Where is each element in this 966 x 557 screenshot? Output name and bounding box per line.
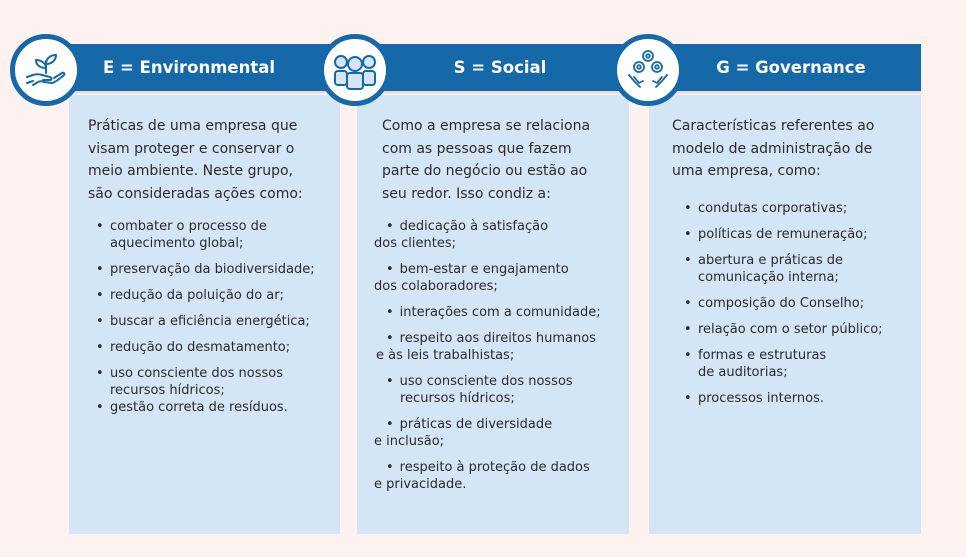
intro-line: seu redor. Isso condiz a: [382,185,551,202]
list-item: • respeito aos direitos humanos e às leis trabalhistas; [376,331,596,363]
environmental-title: E = Environmental [102,58,276,77]
governance-title: G = Governance [716,58,866,77]
governance-intro [672,115,874,183]
list-item: • políticas de remuneração; [684,227,868,242]
intro-line: modelo de administração de [672,140,873,157]
intro-line: meio ambiente. Neste grupo, [88,163,293,179]
social-title: S = Social [453,58,547,77]
list-item: • uso consciente dos nossos recursos hídricos; [386,374,573,406]
intro-line: parte do negócio ou estão ao [382,163,588,179]
intro-line: Práticas de uma empresa que [88,118,298,134]
list-item: • formas e estruturas de auditorias; [684,348,827,380]
list-item: • uso consciente dos nossos recursos hídricos; [96,366,284,398]
list-item: • abertura e práticas de comunicação interna; [684,253,844,285]
plant-in-hand-icon [23,47,69,93]
intro-line: Como a empresa se relaciona [382,118,591,134]
governance-header [649,44,921,91]
environmental-header [58,44,340,91]
list-item: • combater o processo de aquecimento global; [96,219,267,251]
list-item: • dedicação à satisfação dos clientes; [374,219,549,251]
people-group-icon [331,47,379,93]
intro-line: visam proteger e conservar o [88,140,295,157]
list-item: • processos internos. [684,391,824,406]
list-item: • relação com o setor público; [684,322,883,337]
list-item: • interações com a comunidade; [386,305,601,320]
intro-line: Características referentes ao [672,118,875,134]
list-item: • respeito à proteção de dados e privacidade. [374,460,590,492]
environmental-intro [88,115,303,205]
list-item: • composição do Conselho; [684,296,865,311]
list-item: • bem-estar e engajamento dos colaboradores; [374,262,569,294]
gears-in-hands-icon [625,47,671,93]
social-list [374,218,601,493]
social-intro [382,115,590,205]
list-item: • preservação da biodiversidade; [96,262,315,277]
environmental-list [96,218,315,416]
governance-list [684,200,883,407]
social-header [357,44,629,91]
intro-line: com as pessoas que fazem [382,140,572,157]
list-item: • práticas de diversidade e inclusão; [374,417,553,449]
social-icon-badge [319,34,391,106]
list-item: • redução da poluição do ar; [96,288,284,303]
list-item: • gestão correta de resíduos. [96,400,288,415]
environmental-icon-badge [10,34,82,106]
intro-line: uma empresa, como: [672,163,821,179]
governance-icon-badge [612,34,684,106]
intro-line: são consideradas ações como: [88,185,303,202]
list-item: • redução do desmatamento; [96,340,291,355]
list-item: • condutas corporativas; [684,201,848,216]
list-item: • buscar a eficiência energética; [96,314,310,329]
